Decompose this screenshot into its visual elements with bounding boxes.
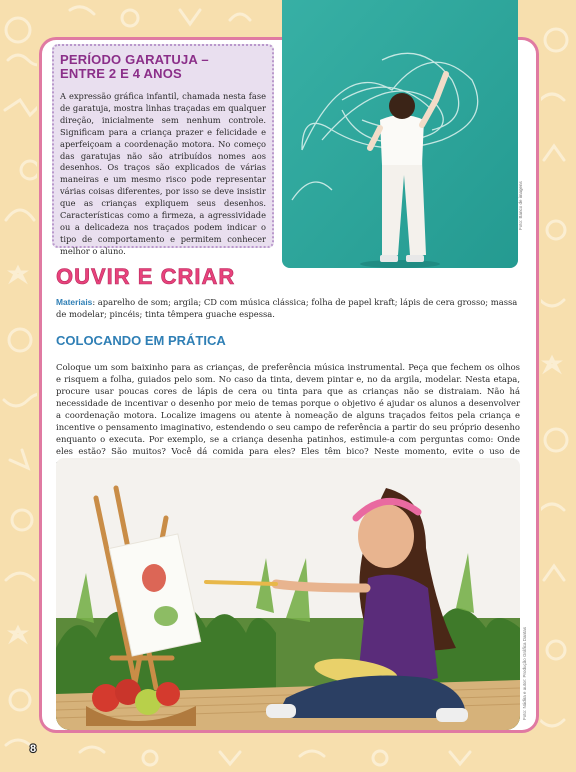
photo-credit-top: Foto: Banco de imagens bbox=[518, 181, 523, 230]
photo-child-drawing-on-wall bbox=[282, 0, 518, 268]
info-box-text: A expressão gráfica infantil, chamada nesta fase de garatuja, mostra linhas traçadas em qualquer direção, inicialmente sem nenhum controle. Significam para a criança prazer e felicidade e aperfeiçoam a coordenação motora. No começo das garatujas não são atribuídos nomes aos desenhos. Os traços são explicados de várias maneiras e um mesmo risco pode representar várias coisas diferentes, por isso se deve insistir que as crianças expliquem seus desenhos. Características como a firmeza, a agressividade ou a delicadeza nos traçados podem indicar o tipo de comportamento e permitem conhecer melhor o aluno. bbox=[60, 91, 266, 256]
section-title: OUVIR E CRIAR bbox=[56, 264, 236, 289]
photo-girl-painting-at-easel bbox=[56, 458, 520, 730]
info-box-title-line1: PERÍODO GARATUJA – bbox=[60, 52, 209, 67]
info-box-periodo-garatuja bbox=[52, 44, 274, 256]
body-text: Coloque um som baixinho para as crianças, de preferência música instrumental. Peça que fechem os olhos e risquem a folha, guiados pelo som. No caso da tinta, devem pintar e, no da argila, modelar. Nesta etapa, procure usar poucas cores de lápis de cera ou tinta para que as crianças não se distraiam. Não há necessidade de incentivar o desenho por meio de temas porque o objetivo é ajudar os alunos a desenvolver a coordenação motora. Localize imagens ou atente à nomeação de alguns traçados feitos pela criança e incentive o pensamento imaginativo, estendendo o seu campo de referência a partir do seu próprio desenho enquanto o executa. Por exemplo, se a criança desenha patinhos, estimule-a com perguntas como: Onde eles estão? São muitos? Você dá comida para eles? Eles têm bico? Neste momento, evite o uso de bbox=[56, 362, 520, 456]
materials-text: : aparelho de som; argila; CD com música clássica; folha de papel kraft; lápis de cera grosso; massa de modelar; pincéis; tinta têmpera guache espessa. bbox=[56, 297, 518, 319]
photo-credit-bottom: Foto: Nádira e autor: Produção Gráfica Dantas bbox=[522, 626, 527, 720]
subsection-title: COLOCANDO EM PRÁTICA bbox=[56, 333, 226, 348]
materials-paragraph bbox=[56, 296, 518, 320]
materials-label: Materiais bbox=[56, 297, 93, 307]
page-number: 8 bbox=[30, 743, 37, 755]
info-box-title-line2: ENTRE 2 E 4 ANOS bbox=[60, 66, 182, 81]
info-box-title bbox=[60, 53, 266, 81]
